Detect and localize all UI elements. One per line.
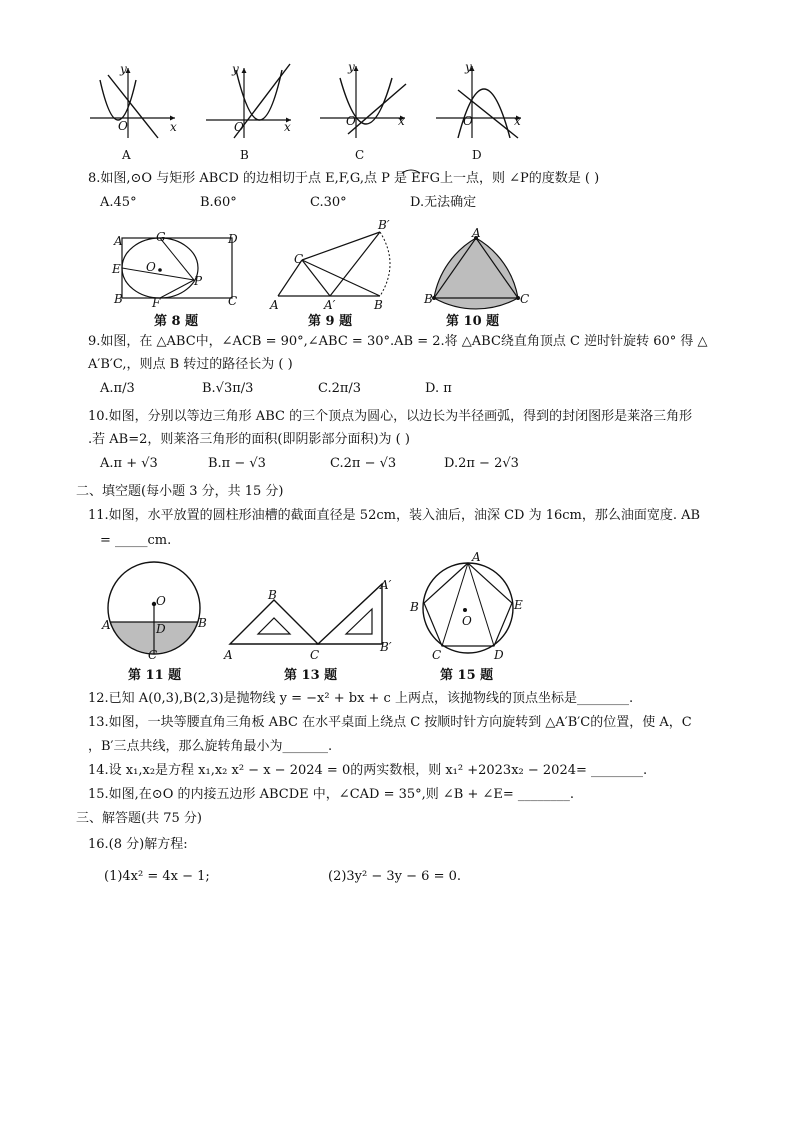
axis-x-b: x: [284, 120, 291, 134]
question-16-part-2: (2)3y² − 3y − 6 = 0.: [328, 869, 462, 884]
graph-label-a: A: [122, 148, 131, 162]
fig8-label-o: O: [146, 260, 156, 274]
axis-x-c: x: [398, 114, 405, 128]
fig15-label-d: D: [494, 648, 504, 662]
figure-8: [122, 238, 234, 300]
graph-d: [436, 60, 531, 140]
fig10-label-c: C: [520, 292, 530, 306]
q9-option-b: B.√3π/3: [202, 381, 254, 396]
axis-o-c: O: [346, 114, 356, 128]
fig15-label-c: C: [432, 648, 442, 662]
figure-10: [426, 236, 526, 302]
fig8-label-c: C: [228, 294, 238, 308]
arc-mark-efg: [400, 168, 422, 174]
fig11-label-a: A: [102, 618, 111, 632]
graph-label-d: D: [472, 148, 482, 162]
figure-13: [228, 582, 388, 646]
fig13-label-b-prime: B′: [380, 640, 392, 654]
fig9-label-a-prime: A′: [324, 298, 336, 312]
fig8-caption: 第 8 题: [154, 314, 199, 329]
graph-c: [320, 60, 415, 140]
fig10-label-a: A: [472, 226, 481, 240]
fig11-label-o: O: [156, 594, 166, 608]
figure-11: [106, 560, 202, 656]
fig15-label-e: E: [514, 598, 523, 612]
fig9-caption: 第 9 题: [308, 314, 353, 329]
question-9-line-2: A′B′C,，则点 B 转过的路径长为 ( ): [88, 357, 293, 372]
fig9-label-b-prime: B′: [378, 218, 390, 232]
question-10-line-1: 10.如图，分别以等边三角形 ABC 的三个顶点为圆心，以边长为半径画弧，得到的封闭图形是莱洛三角形: [88, 409, 693, 424]
axis-y-d: y: [465, 60, 472, 74]
question-15: 15.如图,在⊙O 的内接五边形 ABCDE 中，∠CAD = 35°,则 ∠B + ∠E= ________.: [88, 787, 575, 802]
graph-label-b: B: [240, 148, 249, 162]
fig15-label-o: O: [462, 614, 472, 628]
fig8-label-b: B: [114, 292, 123, 306]
fig15-caption: 第 15 题: [440, 668, 494, 683]
question-9-line-1: 9.如图，在 △ABC中，∠ACB = 90°,∠ABC = 30°.AB = 2.将 △ABC绕直角顶点 C 逆时针旋转 60° 得 △: [88, 334, 708, 349]
fig11-caption: 第 11 题: [128, 668, 182, 683]
fig9-label-a: A: [270, 298, 279, 312]
question-16: 16.(8 分)解方程:: [88, 837, 188, 852]
q8-option-a: A.45°: [100, 195, 137, 210]
question-13-line-1: 13.如图，一块等腰直角三角板 ABC 在水平桌面上绕点 C 按顺时针方向旋转到 △A′B′C的位置，使 A，C: [88, 715, 692, 730]
q9-option-d: D. π: [425, 381, 452, 396]
question-14: 14.设 x₁,x₂是方程 x₁,x₂ x² − x − 2024 = 0的两实数根，则 x₁² +2023x₂ − 2024= ________.: [88, 763, 648, 778]
fig11-label-d: D: [156, 622, 166, 636]
question-16-part-1: (1)4x² = 4x − 1;: [104, 869, 210, 884]
axis-y-a: y: [120, 62, 127, 76]
fig8-label-g: G: [156, 230, 166, 244]
fig10-label-b: B: [424, 292, 433, 306]
question-11-line-2: = _____cm.: [100, 533, 172, 548]
section-3-heading: 三、解答题(共 75 分): [76, 811, 202, 826]
q10-option-d: D.2π − 2√3: [444, 456, 519, 471]
fig11-label-c: C: [148, 648, 158, 662]
fig15-label-a: A: [472, 550, 481, 564]
fig8-label-d: D: [228, 232, 238, 246]
graph-label-c: C: [355, 148, 365, 162]
fig9-label-b: B: [374, 298, 383, 312]
fig8-label-e: E: [112, 262, 121, 276]
section-2-heading: 二、填空题(每小题 3 分，共 15 分): [76, 484, 284, 499]
fig13-label-b: B: [268, 588, 277, 602]
fig13-caption: 第 13 题: [284, 668, 338, 683]
q10-option-a: A.π + √3: [100, 456, 158, 471]
fig9-label-c: C: [294, 252, 304, 266]
axis-x-a: x: [170, 120, 177, 134]
question-13-line-2: ，B′三点共线，那么旋转角最小为_______.: [88, 739, 333, 754]
axis-o-d: O: [463, 114, 473, 128]
fig8-label-p: P: [194, 274, 203, 288]
fig15-label-b: B: [410, 600, 419, 614]
fig8-label-f: F: [152, 296, 161, 310]
q9-option-a: A.π/3: [100, 381, 135, 396]
q10-option-b: B.π − √3: [208, 456, 266, 471]
fig11-label-b: B: [198, 616, 207, 630]
axis-y-b: y: [232, 62, 239, 76]
question-10-line-2: .若 AB=2，则莱洛三角形的面积(即阴影部分面积)为 ( ): [88, 432, 410, 447]
axis-y-c: y: [348, 60, 355, 74]
figure-15: [418, 558, 518, 658]
question-8: 8.如图,⊙O 与矩形 ABCD 的边相切于点 E,F,G,点 P 是 EFG上一点，则 ∠P的度数是 ( ): [88, 171, 600, 186]
axis-o-a: O: [118, 119, 128, 133]
q8-option-c: C.30°: [310, 195, 347, 210]
q9-option-c: C.2π/3: [318, 381, 362, 396]
question-12: 12.已知 A(0,3),B(2,3)是抛物线 y = −x² + bx + c 上两点，该抛物线的顶点坐标是________.: [88, 691, 634, 706]
fig10-caption: 第 10 题: [446, 314, 500, 329]
fig8-label-a: A: [114, 234, 123, 248]
fig13-label-a-prime: A′: [380, 578, 392, 592]
fig13-label-a: A: [224, 648, 233, 662]
question-11-line-1: 11.如图，水平放置的圆柱形油槽的截面直径是 52cm，装入油后，油深 CD 为 16cm，那么油面宽度. AB: [88, 508, 701, 523]
fig13-label-c: C: [310, 648, 320, 662]
q8-option-b: B.60°: [200, 195, 237, 210]
q10-option-c: C.2π − √3: [330, 456, 397, 471]
q8-option-d: D.无法确定: [410, 195, 477, 210]
axis-x-d: x: [514, 114, 521, 128]
axis-o-b: O: [234, 120, 244, 134]
